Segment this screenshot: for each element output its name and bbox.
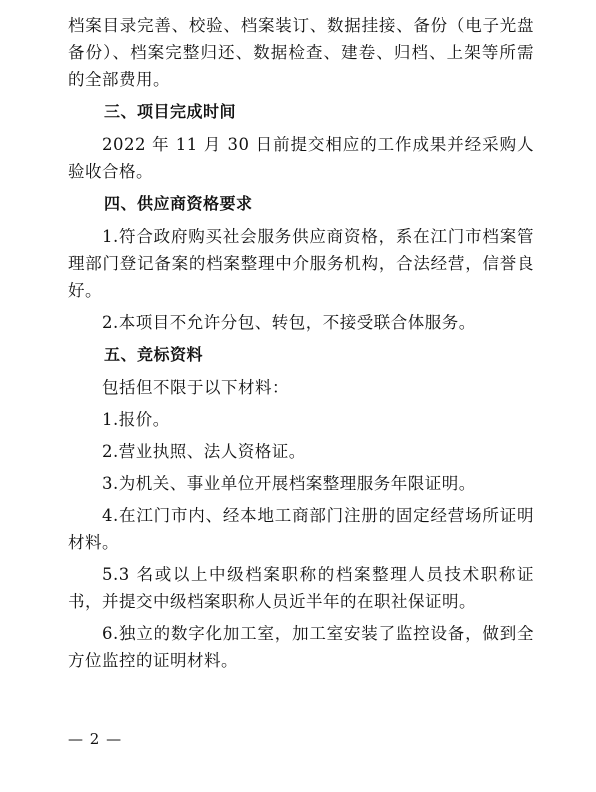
paragraph-materials-intro: 包括但不限于以下材料： — [102, 378, 289, 397]
paragraph-material-4: 4.在江门市内、经本地工商部门注册的固定经营场所证明材料。 — [68, 506, 534, 552]
paragraph-material-2: 2.营业执照、法人资格证。 — [102, 442, 306, 461]
paragraph-fee-list: 档案目录完善、校验、档案装订、数据挂接、备份（电子光盘备份）、档案完整归还、数据检查、建卷、归档、上架等所需的全部费用。 — [68, 16, 534, 89]
page-number: — 2 — — [68, 730, 123, 748]
paragraph-qualification-1: 1.符合政府购买社会服务供应商资格，系在江门市档案管理部门登记备案的档案整理中介服务机构，合法经营，信誉良好。 — [68, 227, 534, 300]
section-heading-bid-materials: 五、竞标资料 — [104, 345, 204, 364]
paragraph-material-3: 3.为机关、事业单位开展档案整理服务年限证明。 — [102, 474, 476, 493]
paragraph-qualification-2: 2.本项目不允许分包、转包，不接受联合体服务。 — [102, 313, 476, 332]
paragraph-material-5: 5.3 名或以上中级档案职称的档案整理人员技术职称证书，并提交中级档案职称人员近半年的在职社保证明。 — [68, 565, 534, 611]
section-heading-completion-time: 三、项目完成时间 — [104, 102, 237, 121]
paragraph-material-1: 1.报价。 — [102, 410, 170, 429]
paragraph-completion-date: 2022 年 11 月 30 日前提交相应的工作成果并经采购人验收合格。 — [68, 135, 534, 181]
section-heading-supplier-qualifications: 四、供应商资格要求 — [104, 194, 253, 213]
paragraph-material-6: 6.独立的数字化加工室，加工室安装了监控设备，做到全方位监控的证明材料。 — [68, 624, 534, 670]
document-body — [68, 12, 534, 679]
